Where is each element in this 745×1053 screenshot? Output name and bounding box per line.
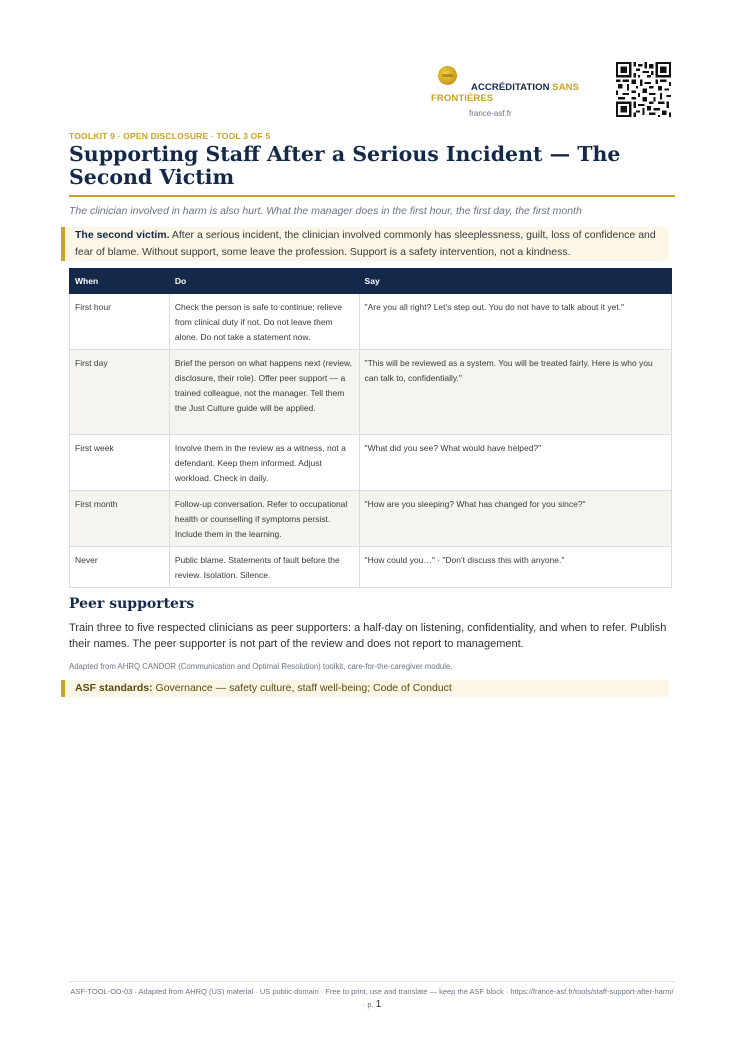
table-row (70, 491, 672, 547)
standards-label: ASF standards: (75, 682, 153, 694)
callout-text: After a serious incident, the clinician involved commonly has sleeplessness, guilt, loss of confidence and fear of blame. Without support, some leave the profession. Support is a safety intervention, not a kindness. (75, 229, 656, 258)
table-header-row (70, 269, 672, 294)
table-row (70, 435, 672, 491)
cell-do: Check the person is safe to continue; relieve from clinical duty if not. Do not leave them alone. Do not take a statement now. (169, 294, 359, 350)
page-footer (69, 985, 675, 1011)
standards-text: Governance — safety culture, staff well-being; Code of Conduct (152, 682, 452, 694)
column-header-do: Do (169, 269, 359, 294)
page-subtitle: The clinician involved in harm is also hurt. What the manager does in the first hour, the first day, the first month (69, 205, 582, 217)
footer-divider (69, 981, 675, 982)
source-note: Adapted from AHRQ CANDOR (Communication and Optimal Resolution) toolkit, care-for-the-caregiver module. (69, 662, 453, 671)
support-timeline-table (69, 268, 672, 588)
brand-url[interactable]: france-asf.fr (469, 109, 512, 118)
second-victim-callout (61, 227, 669, 261)
cell-say: "This will be reviewed as a system. You will be treated fairly. Here is who you can talk to, confidentially." (359, 350, 671, 435)
cell-say: "How are you sleeping? What has changed for you since?" (359, 491, 671, 547)
qr-code-icon (616, 62, 671, 117)
cell-when: First day (70, 350, 170, 435)
callout-lead: The second victim. (75, 229, 170, 241)
table-row (70, 547, 672, 588)
brand-name-part2: SANS FRONTIÈRES (431, 82, 580, 104)
column-header-say: Say (359, 269, 671, 294)
cell-when: First week (70, 435, 170, 491)
cell-say: "Are you all right? Let's step out. You do not have to talk about it yet." (359, 294, 671, 350)
cell-do: Public blame. Statements of fault before the review. Isolation. Silence. (169, 547, 359, 588)
cell-do: Follow-up conversation. Refer to occupational health or counselling if symptoms persist. Include them in the learning. (169, 491, 359, 547)
peer-supporters-text: Train three to five respected clinicians as peer supporters: a half-day on listening, confidentiality, and when to refer. Publish their names. The peer supporter is not part of the review and does not report to management. (69, 622, 667, 650)
column-header-when: When (70, 269, 170, 294)
page-title: Supporting Staff After a Serious Incident — The Second Victim (69, 142, 621, 189)
title-divider (69, 195, 675, 197)
table-row (70, 350, 672, 435)
cell-when: First hour (70, 294, 170, 350)
brand-name-part1: ACCRÉDITATION (471, 82, 550, 93)
brand-name (431, 82, 601, 104)
toolkit-kicker: TOOLKIT 9 · OPEN DISCLOSURE · TOOL 3 OF 5 (69, 131, 271, 141)
cell-do: Involve them in the review as a witness, not a defendant. Keep them informed. Adjust workload. Check in daily. (169, 435, 359, 491)
cell-say: "How could you…" · "Don't discuss this with anyone." (359, 547, 671, 588)
asf-standards-callout (61, 680, 669, 697)
cell-do: Brief the person on what happens next (review, disclosure, their role). Offer peer support — a trained colleague, not the manager. Tell them the Just Culture guide will be applied. (169, 350, 359, 435)
cell-when: Never (70, 547, 170, 588)
cell-when: First month (70, 491, 170, 547)
page-number: 1 (375, 999, 382, 1010)
footer-text: ASF-TOOL-OD-03 · Adapted from AHRQ (US) material · US public domain · Free to print, use and translate — keep the ASF block · https://france-asf.fr/tools/staff-support-after-harm/ · p. (70, 987, 674, 1009)
peer-supporters-heading: Peer supporters (69, 596, 195, 612)
cell-say: "What did you see? What would have helped?" (359, 435, 671, 491)
table-row (70, 294, 672, 350)
